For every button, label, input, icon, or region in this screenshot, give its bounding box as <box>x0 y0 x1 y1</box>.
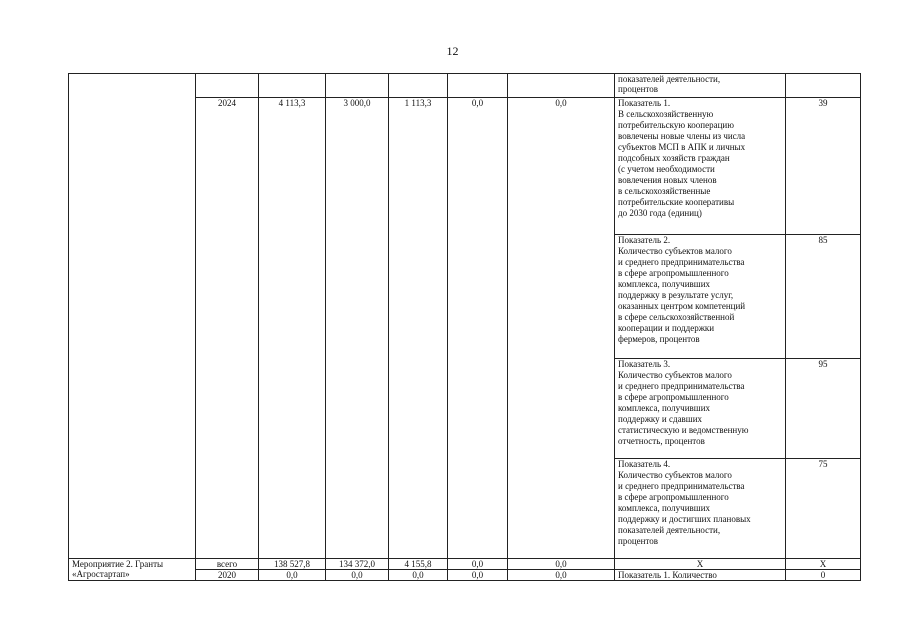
indicator-value: 85 <box>786 235 861 359</box>
indicator-value: 39 <box>786 98 861 235</box>
regional-cell: 0,0 <box>389 570 448 581</box>
local-cell: 0,0 <box>448 570 508 581</box>
year-cell: всего <box>196 559 259 570</box>
indicator-value: 0 <box>786 570 861 581</box>
indicator-text: Показатель 1. Количество <box>615 570 786 581</box>
other-cell: 0,0 <box>508 559 615 570</box>
table-row <box>69 74 861 98</box>
other-cell: 0,0 <box>508 570 615 581</box>
indicator-text: показателей деятельности, процентов <box>615 74 786 98</box>
regional-cell: 1 113,3 <box>389 98 448 559</box>
regional-cell: 4 155,8 <box>389 559 448 570</box>
other-cell: 0,0 <box>508 98 615 559</box>
indicator-value: 75 <box>786 459 861 559</box>
year-cell: 2020 <box>196 570 259 581</box>
federal-cell: 134 372,0 <box>326 559 389 570</box>
indicator-text: Показатель 1. В сельскохозяйственную потребительскую кооперацию вовлечены новые члены из числа субъектов МСП в АПК и личных подсобных хозяйств граждан (с учетом необходимости вовлечения новых членов в сельскохозяйственные потребительские кооперативы до 2030 года (единиц) <box>615 98 786 235</box>
indicator-text: Показатель 2. Количество субъектов малого и среднего предпринимательства в сфере агропромышленного комплекса, получивших поддержку в результате услуг, оказанных центром компетенций в сфере сельскохозяйственной кооперации и поддержки фермеров, процентов <box>615 235 786 359</box>
indicator-text: Показатель 4. Количество субъектов малого и среднего предпринимательства в сфере агропромышленного комплекса, получивших поддержку и достигших плановых показателей деятельности, процентов <box>615 459 786 559</box>
local-cell: 0,0 <box>448 559 508 570</box>
federal-cell: 0,0 <box>326 570 389 581</box>
table-row <box>69 559 861 570</box>
measure-name-cell-empty <box>69 74 196 559</box>
total-cell: 138 527,8 <box>259 559 326 570</box>
year-cell: 2024 <box>196 98 259 559</box>
page-number: 12 <box>446 44 459 58</box>
measure-name-cell <box>69 559 196 581</box>
federal-cell: 3 000,0 <box>326 98 389 559</box>
indicator-value: 95 <box>786 359 861 459</box>
program-table <box>68 73 861 581</box>
total-cell: 4 113,3 <box>259 98 326 559</box>
local-cell: 0,0 <box>448 98 508 559</box>
indicator-text: Показатель 3. Количество субъектов малого и среднего предпринимательства в сфере агропромышленного комплекса, получивших поддержку и сдавших статистическую и ведомственную отчетность, процентов <box>615 359 786 459</box>
measure-name-line2: «Агростартап» <box>72 569 130 579</box>
indicator-value: Х <box>786 559 861 570</box>
total-cell: 0,0 <box>259 570 326 581</box>
measure-name-line1: Мероприятие 2. Гранты <box>72 559 164 569</box>
indicator-text: Х <box>615 559 786 570</box>
